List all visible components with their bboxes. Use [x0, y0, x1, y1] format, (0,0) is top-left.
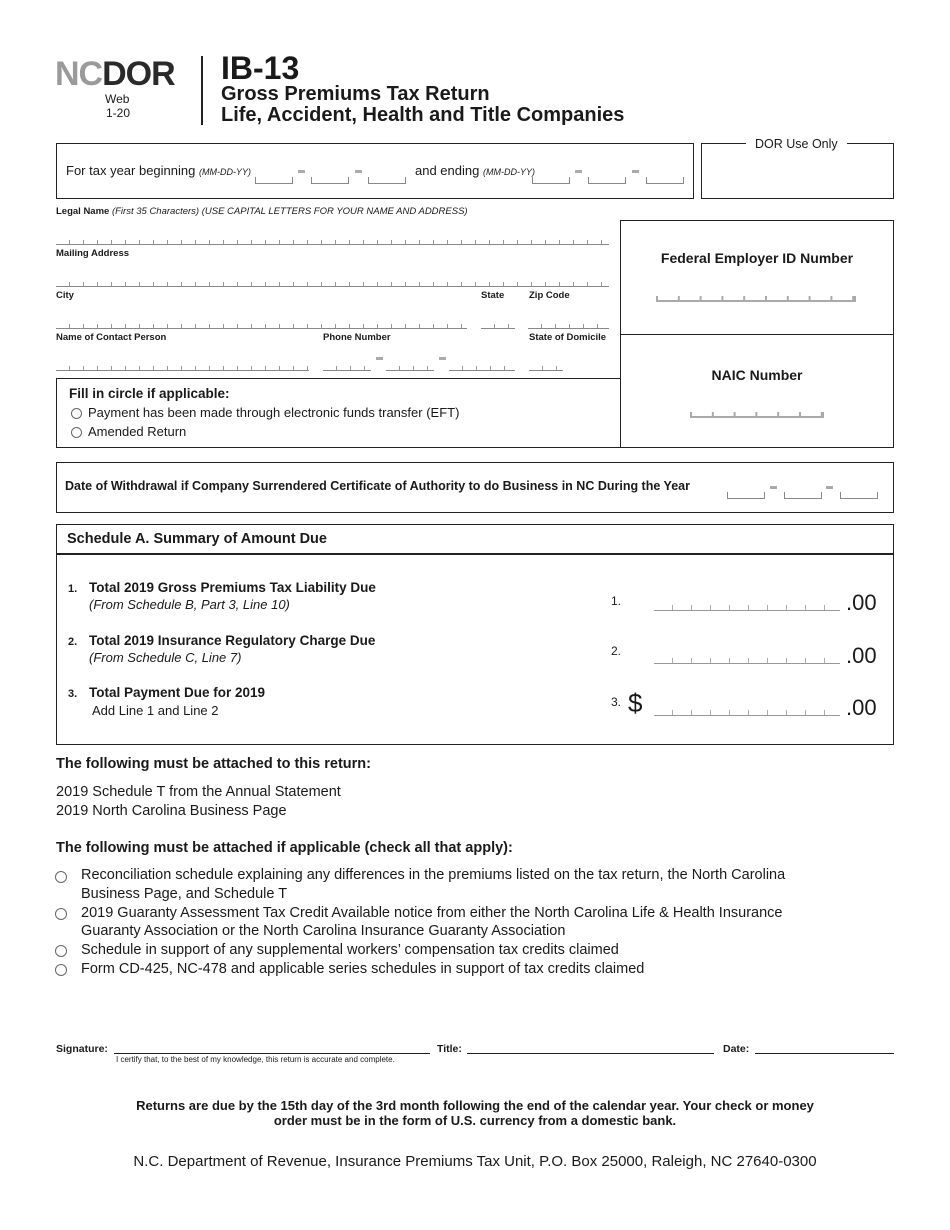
schedule-a-header-rule — [56, 553, 894, 555]
optional-item-2-line1: 2019 Guaranty Assessment Tax Credit Available notice from either the North Carolina Life & Health Insurance — [81, 905, 783, 921]
line1-ref: 1. — [611, 594, 622, 608]
mailing-address-field[interactable] — [56, 279, 609, 287]
phone-line-field[interactable] — [449, 363, 515, 371]
dollar-sign: $ — [628, 688, 643, 718]
withdrawal-month-field[interactable] — [727, 492, 765, 499]
line3-amount-field[interactable] — [654, 706, 840, 716]
optional-item-3: Schedule in support of any supplemental workers’ compensation tax credits claimed — [81, 942, 619, 958]
phone-area-field[interactable] — [323, 363, 371, 371]
line1-sub: (From Schedule B, Part 3, Line 10) — [89, 597, 290, 612]
line2-title: Total 2019 Insurance Regulatory Charge Due — [89, 633, 376, 648]
mailing-address-footer: N.C. Department of Revenue, Insurance Premiums Tax Unit, P.O. Box 25000, Raleigh, NC 27640-0300 — [133, 1153, 817, 1170]
state-label: State — [481, 290, 505, 301]
signature-label: Signature: — [56, 1043, 108, 1055]
logo-nc: NC — [55, 55, 103, 93]
line2-amount-field[interactable] — [654, 654, 840, 664]
zip-label: Zip Code — [529, 290, 570, 301]
end-year-field[interactable] — [646, 177, 684, 184]
city-label: City — [56, 290, 74, 301]
begin-day-field[interactable] — [311, 177, 349, 184]
logo-version: 1-20 — [106, 106, 131, 120]
form-title-line2: Life, Accident, Health and Title Companies — [221, 104, 625, 126]
domicile-field[interactable] — [529, 363, 563, 371]
amended-radio[interactable] — [71, 427, 82, 438]
guaranty-credit-check[interactable] — [55, 908, 67, 920]
due-notice-line2: order must be in the form of U.S. currency from a domestic bank. — [273, 1113, 677, 1128]
domicile-label: State of Domicile — [529, 332, 607, 343]
optional-item-2-line2: Guaranty Association or the North Carolina Insurance Guaranty Association — [81, 923, 566, 939]
workers-comp-check[interactable] — [55, 945, 67, 957]
logo-web: Web — [105, 92, 130, 106]
eft-label: Payment has been made through electronic funds transfer (EFT) — [88, 405, 460, 420]
line3-cents: .00 — [846, 695, 877, 720]
naic-field[interactable] — [690, 412, 824, 418]
line2-ref: 2. — [611, 644, 622, 658]
dor-use-only-label: DOR Use Only — [746, 137, 847, 151]
logo-dor: DOR — [102, 55, 175, 93]
line1-amount-field[interactable] — [654, 601, 840, 611]
required-item-1: 2019 Schedule T from the Annual Statement — [56, 784, 341, 800]
mailing-address-label: Mailing Address — [56, 248, 130, 259]
due-notice-line1: Returns are due by the 15th day of the 3rd month following the end of the calendar year. Your check or money — [136, 1098, 814, 1113]
optional-item-1-line1: Reconciliation schedule explaining any differences in the premiums listed on the tax return, the North Carolina — [81, 867, 786, 883]
date-label: Date: — [723, 1043, 750, 1055]
certify-text: I certify that, to the best of my knowledge, this return is accurate and complete. — [116, 1055, 395, 1064]
line3-title: Total Payment Due for 2019 — [89, 685, 266, 700]
line3-number: 3. — [68, 688, 78, 700]
eft-radio[interactable] — [71, 408, 82, 419]
zip-field[interactable] — [528, 321, 609, 329]
required-attachments-title: The following must be attached to this return: — [56, 756, 371, 772]
line2-sub: (From Schedule C, Line 7) — [89, 650, 242, 665]
withdrawal-day-field[interactable] — [784, 492, 822, 499]
form-id: IB-13 — [221, 50, 300, 86]
fein-field[interactable] — [656, 296, 856, 302]
header-divider — [201, 56, 203, 125]
phone-label: Phone Number — [323, 332, 391, 343]
legal-name-label: Legal Name (First 35 Characters) (USE CAPITAL LETTERS FOR YOUR NAME AND ADDRESS) — [56, 206, 468, 217]
line1-number: 1. — [68, 583, 78, 595]
fein-label: Federal Employer ID Number — [660, 250, 854, 266]
end-month-field[interactable] — [532, 177, 570, 184]
required-item-2: 2019 North Carolina Business Page — [56, 803, 287, 819]
line3-ref: 3. — [611, 695, 622, 709]
optional-item-1-line2: Business Page, and Schedule T — [81, 886, 288, 902]
dor-use-only-box — [701, 143, 894, 199]
fein-box — [620, 220, 894, 335]
begin-year-field[interactable] — [368, 177, 406, 184]
optional-item-4: Form CD-425, NC-478 and applicable series schedules in support of tax credits claimed — [81, 961, 645, 977]
line2-number: 2. — [68, 636, 78, 648]
phone-prefix-field[interactable] — [386, 363, 434, 371]
title-label: Title: — [437, 1043, 462, 1055]
contact-field[interactable] — [56, 363, 309, 371]
form-title-line1: Gross Premiums Tax Return — [221, 83, 490, 105]
tax-year-beginning-label: For tax year beginning (MM-DD-YY) — [66, 163, 251, 178]
title-line[interactable] — [467, 1053, 714, 1054]
withdrawal-label: Date of Withdrawal if Company Surrendered Certificate of Authority to do Business in NC During the Year — [65, 479, 690, 493]
tax-year-ending-label: and ending (MM-DD-YY) — [415, 163, 535, 178]
amended-label: Amended Return — [88, 424, 187, 439]
line1-cents: .00 — [846, 590, 877, 615]
schedule-a-title: Schedule A. Summary of Amount Due — [67, 531, 327, 547]
begin-month-field[interactable] — [255, 177, 293, 184]
line2-cents: .00 — [846, 643, 877, 668]
line1-title: Total 2019 Gross Premiums Tax Liability Due — [89, 580, 376, 595]
line3-sub: Add Line 1 and Line 2 — [92, 703, 219, 718]
legal-name-field[interactable] — [56, 237, 609, 245]
end-day-field[interactable] — [588, 177, 626, 184]
contact-label: Name of Contact Person — [56, 332, 167, 343]
naic-label: NAIC Number — [711, 367, 803, 383]
optional-attachments-title: The following must be attached if applicable (check all that apply): — [56, 840, 513, 856]
fill-in-title: Fill in circle if applicable: — [69, 386, 230, 401]
cd425-check[interactable] — [55, 964, 67, 976]
state-field[interactable] — [481, 321, 515, 329]
reconciliation-check[interactable] — [55, 871, 67, 883]
date-line[interactable] — [755, 1053, 894, 1054]
naic-box — [620, 334, 894, 448]
withdrawal-year-field[interactable] — [840, 492, 878, 499]
city-field[interactable] — [56, 321, 467, 329]
ncdor-logo — [55, 56, 185, 126]
